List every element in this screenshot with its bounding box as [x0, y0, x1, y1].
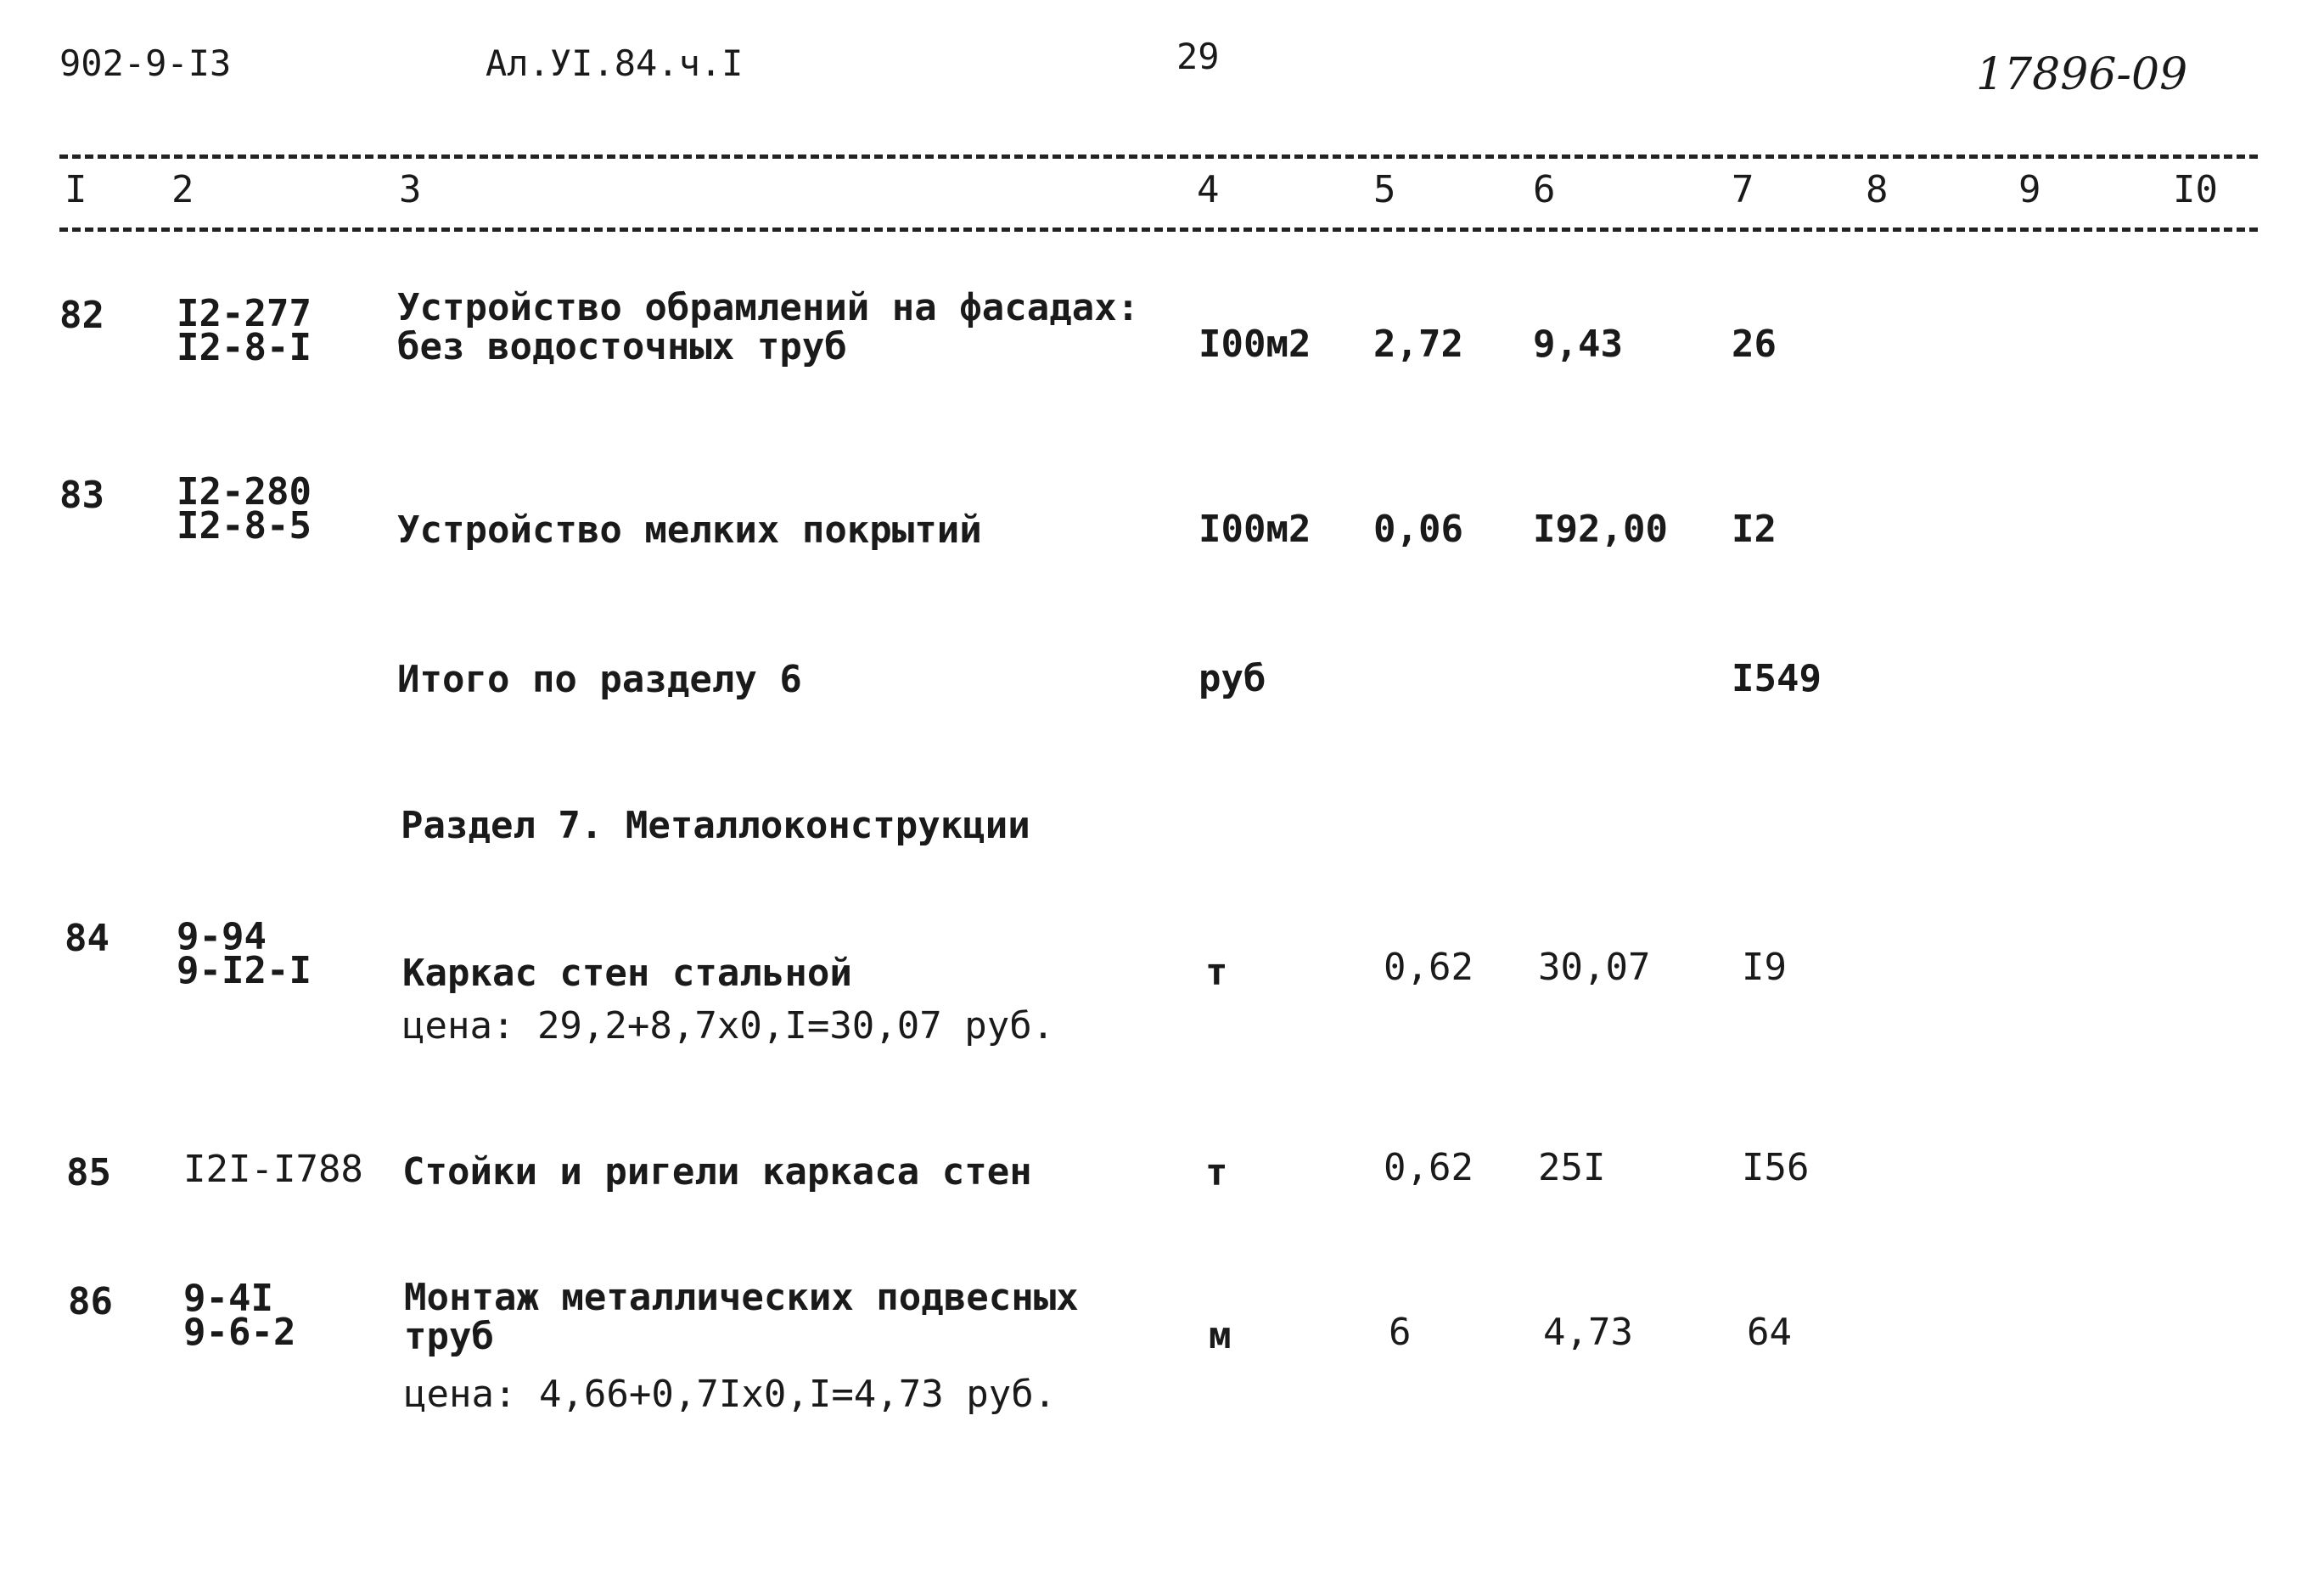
quantity: 2,72	[1373, 323, 1463, 366]
total-cost: I9	[1742, 946, 1787, 989]
work-description: Устройство обрамлений на фасадах: без водосточных труб	[397, 286, 1140, 369]
work-description: Стойки и ригели каркаса стен	[402, 1150, 1032, 1194]
quantity: 0,62	[1384, 946, 1474, 989]
unit-price: 4,73	[1543, 1311, 1633, 1354]
unit: I00м2	[1198, 508, 1311, 551]
unit: т	[1205, 1151, 1228, 1194]
unit: м	[1209, 1314, 1232, 1357]
quantity: 0,62	[1384, 1146, 1474, 1189]
row-number: 82	[59, 294, 104, 337]
row-number: 84	[65, 917, 109, 960]
row-number: 85	[66, 1151, 111, 1194]
col-header-2: 2	[171, 168, 194, 211]
price-note: цена: 29,2+8,7х0,I=30,07 руб.	[402, 1004, 1055, 1048]
header-top-rule	[59, 154, 2258, 159]
work-description: Монтаж металлических подвесных труб	[404, 1276, 1079, 1359]
total-cost: I56	[1742, 1146, 1810, 1189]
work-description: Каркас стен стальной	[402, 952, 852, 995]
unit-price: I92,00	[1533, 508, 1668, 551]
col-header-4: 4	[1197, 168, 1220, 211]
total-cost: I2	[1732, 508, 1777, 551]
total-cost: 26	[1732, 323, 1777, 366]
handwritten-inventory-number: 17896-09	[1976, 49, 2188, 100]
unit: руб	[1198, 657, 1266, 700]
unit-price: 25I	[1538, 1146, 1606, 1189]
col-header-1: I	[65, 168, 87, 211]
section-heading: Раздел 7. Металлоконструкции	[401, 804, 1030, 847]
unit-price: 9,43	[1533, 323, 1623, 366]
col-header-10: I0	[2173, 168, 2218, 211]
unit: I00м2	[1198, 323, 1311, 366]
header-bottom-rule	[59, 227, 2258, 232]
doc-code: 902-9-I3	[59, 42, 232, 84]
unit: т	[1205, 951, 1228, 994]
col-header-8: 8	[1866, 168, 1889, 211]
subtotal-value: I549	[1732, 657, 1822, 700]
col-header-3: 3	[399, 168, 422, 211]
col-header-5: 5	[1373, 168, 1396, 211]
price-note: цена: 4,66+0,7Iх0,I=4,73 руб.	[404, 1373, 1057, 1416]
unit-price: 30,07	[1538, 946, 1651, 989]
subtotal-label: Итого по разделу 6	[397, 658, 802, 701]
album-reference: Ал.УI.84.ч.I	[486, 42, 744, 84]
work-description: Устройство мелких покрытий	[397, 508, 982, 552]
rate-code: I2-277 I2-8-I	[177, 292, 312, 370]
rate-code: 9-94 9-I2-I	[177, 915, 312, 993]
col-header-9: 9	[2018, 168, 2041, 211]
page-number: 29	[1176, 36, 1220, 77]
quantity: 0,06	[1373, 508, 1463, 551]
row-number: 86	[68, 1280, 113, 1323]
col-header-6: 6	[1533, 168, 1556, 211]
rate-code: I2I-I788	[183, 1148, 363, 1191]
quantity: 6	[1389, 1311, 1412, 1354]
rate-code: 9-4I 9-6-2	[183, 1277, 296, 1355]
total-cost: 64	[1747, 1311, 1792, 1354]
row-number: 83	[59, 474, 104, 517]
rate-code: I2-280 I2-8-5	[177, 470, 312, 548]
col-header-7: 7	[1732, 168, 1754, 211]
